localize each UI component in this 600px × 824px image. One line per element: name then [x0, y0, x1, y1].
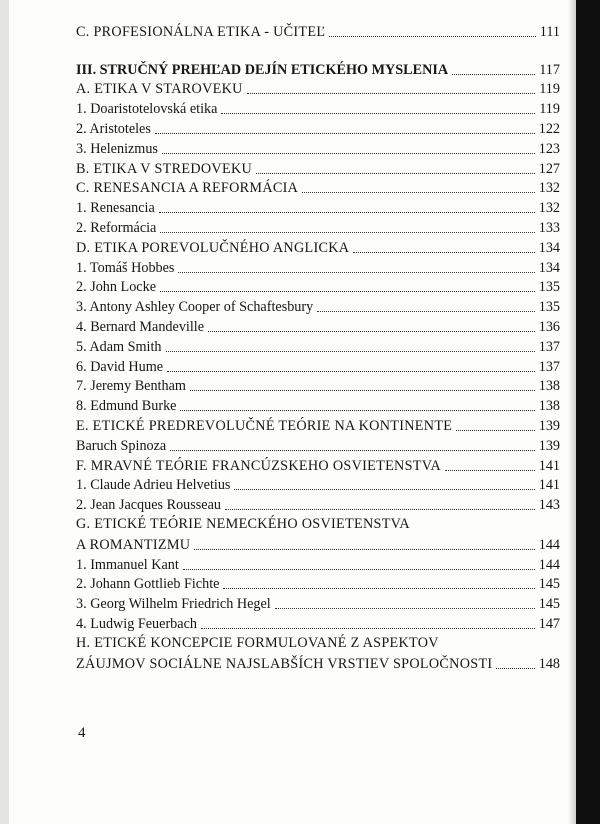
toc-entry: [76, 337, 560, 357]
toc-entry: [76, 594, 560, 614]
toc-entry: [76, 357, 560, 377]
toc-entry-page: 119: [539, 101, 560, 118]
dot-leader: [190, 390, 535, 391]
toc-entry-title: 6. David Hume: [76, 358, 164, 375]
page-number: 4: [78, 725, 86, 741]
toc-entry-title: 5. Adam Smith: [76, 338, 162, 355]
toc-entry-title: 2. Aristoteles: [76, 120, 151, 137]
dot-leader: [247, 93, 536, 94]
toc-entry: [76, 317, 560, 337]
toc-part-heading: [76, 60, 560, 80]
toc-entry-title: F. MRAVNÉ TEÓRIE FRANCÚZSKEHO OSVIETENSTVA: [76, 457, 441, 474]
toc-entry-title: E. ETICKÉ PREDREVOLUČNÉ TEÓRIE NA KONTINENTE: [76, 417, 453, 434]
toc-entry: [76, 495, 560, 515]
toc-entry-page: 111: [539, 23, 560, 40]
toc-section-g-line2: A ROMANTIZMU: [76, 536, 191, 553]
toc-entry-page: 144: [538, 556, 560, 573]
toc-entry-page: 123: [538, 140, 560, 157]
toc-entry-page: 133: [538, 219, 560, 236]
dot-leader: [160, 291, 535, 292]
dot-leader: [208, 331, 535, 332]
toc-entry-page: 134: [538, 259, 560, 276]
toc-entry-title: 4. Bernard Mandeville: [76, 318, 205, 335]
toc-section-g-page: 144: [538, 536, 560, 553]
toc-entry-title: 1. Renesancia: [76, 200, 155, 217]
toc-entry-title: 3. Georg Wilhelm Friedrich Hegel: [76, 596, 271, 613]
dot-leader: [221, 113, 535, 114]
toc-entry: [76, 396, 560, 416]
dot-leader: [180, 410, 534, 411]
page-left-edge: [0, 0, 9, 824]
dot-leader: [223, 588, 534, 589]
toc-section-h-line1: H. ETICKÉ KONCEPCIE FORMULOVANÉ Z ASPEKTOV: [76, 634, 439, 651]
toc-entry-page: 136: [538, 318, 560, 335]
toc-entry-title: 1. Claude Adrieu Helvetius: [76, 477, 231, 494]
toc-entry-page: 122: [538, 120, 560, 137]
toc-entry-page: 139: [538, 417, 560, 434]
toc-entry: [76, 555, 560, 575]
toc-entry: [76, 278, 560, 298]
dot-leader: [166, 351, 535, 352]
toc-entry-title: 8. Edmund Burke: [76, 398, 177, 415]
toc-entry-title: 2. Reformácia: [76, 219, 157, 236]
toc-entries-list: [76, 80, 560, 516]
toc-entry-title: 7. Jeremy Bentham: [76, 378, 186, 395]
toc-entry: [76, 436, 560, 456]
dot-leader: [445, 470, 535, 471]
toc-entry-page: 147: [538, 615, 560, 632]
dot-leader: [162, 153, 535, 154]
toc-entry-page: 143: [538, 497, 560, 514]
dot-leader: [167, 371, 535, 372]
toc-entry: [76, 99, 560, 119]
toc-entry: [76, 476, 560, 496]
dot-leader: [170, 450, 534, 451]
dot-leader: [329, 36, 535, 37]
toc-entry-title: C. PROFESIONÁLNA ETIKA - UČITEĽ: [76, 23, 326, 40]
toc-part-page: 117: [539, 61, 560, 78]
dot-leader: [178, 272, 534, 273]
dot-leader: [159, 212, 535, 213]
toc-entry-page: 138: [538, 378, 560, 395]
toc-entry: [76, 198, 560, 218]
toc-entry-page: 141: [538, 457, 560, 474]
toc-entry: [76, 377, 560, 397]
toc-entry-professional-ethics: [76, 22, 560, 42]
toc-entry: [76, 575, 560, 595]
dot-leader: [496, 668, 534, 669]
table-of-contents: [76, 22, 560, 674]
toc-entry: [76, 119, 560, 139]
toc-entry-title: A. ETIKA V STAROVEKU: [76, 81, 243, 98]
toc-entry-title: 1. Tomáš Hobbes: [76, 259, 175, 276]
toc-entry: [76, 80, 560, 100]
toc-entry: [76, 139, 560, 159]
toc-entry: [76, 297, 560, 317]
dot-leader: [160, 232, 534, 233]
toc-section-h-line2: ZÁUJMOV SOCIÁLNE NAJSLABŠÍCH VRSTIEV SPOLOČNOSTI: [76, 655, 493, 672]
toc-entry-title: 2. Jean Jacques Rousseau: [76, 497, 221, 514]
toc-section-g: [76, 535, 560, 555]
toc-entry-title: D. ETIKA POREVOLUČNÉHO ANGLICKA: [76, 239, 350, 256]
toc-entry: [76, 258, 560, 278]
dot-leader: [452, 74, 535, 75]
toc-entry-page: 135: [538, 299, 560, 316]
toc-entry: [76, 179, 560, 199]
toc-entry-page: 137: [538, 358, 560, 375]
spacer: [76, 42, 560, 60]
toc-entry: [76, 238, 560, 258]
toc-entry-title: Baruch Spinoza: [76, 437, 167, 454]
toc-entry-title: 2. Johann Gottlieb Fichte: [76, 576, 220, 593]
dot-leader: [317, 311, 535, 312]
dot-leader: [225, 509, 535, 510]
toc-entry-page: 145: [538, 576, 560, 593]
toc-entry-title: 1. Doaristotelovská etika: [76, 101, 218, 118]
toc-section-h-page: 148: [538, 655, 560, 672]
dot-leader: [302, 192, 534, 193]
toc-entries-g-list: [76, 555, 560, 634]
toc-entry-title: 3. Helenizmus: [76, 140, 158, 157]
toc-entry-title: B. ETIKA V STREDOVEKU: [76, 160, 253, 177]
dot-leader: [234, 489, 534, 490]
toc-entry: [76, 456, 560, 476]
toc-section-g-line1: G. ETICKÉ TEÓRIE NEMECKÉHO OSVIETENSTVA: [76, 516, 410, 533]
toc-entry-page: 134: [538, 239, 560, 256]
page-right-shadow: [568, 0, 576, 824]
dot-leader: [201, 628, 535, 629]
dot-leader: [155, 133, 535, 134]
toc-entry-page: 139: [538, 437, 560, 454]
toc-part-title: III. STRUČNÝ PREHĽAD DEJÍN ETICKÉHO MYSLENIA: [76, 61, 449, 78]
toc-entry-page: 132: [538, 180, 560, 197]
dot-leader: [275, 608, 535, 609]
toc-entry-page: 137: [538, 338, 560, 355]
toc-section-h: [76, 654, 560, 674]
toc-entry: [76, 614, 560, 634]
toc-entry-page: 132: [538, 200, 560, 217]
dot-leader: [183, 569, 535, 570]
toc-entry-page: 141: [538, 477, 560, 494]
toc-entry-title: C. RENESANCIA A REFORMÁCIA: [76, 180, 299, 197]
toc-entry-title: 2. John Locke: [76, 279, 156, 296]
toc-entry-page: 138: [538, 398, 560, 415]
toc-entry-page: 135: [538, 279, 560, 296]
toc-entry-title: 3. Antony Ashley Cooper of Schaftesbury: [76, 299, 314, 316]
dot-leader: [353, 252, 534, 253]
toc-entry: [76, 416, 560, 436]
toc-entry: [76, 218, 560, 238]
dot-leader: [256, 173, 535, 174]
dot-leader: [456, 430, 534, 431]
toc-entry-page: 145: [538, 596, 560, 613]
toc-entry-page: 127: [538, 160, 560, 177]
toc-entry-title: 4. Ludwig Feuerbach: [76, 615, 197, 632]
toc-entry: [76, 159, 560, 179]
toc-entry-title: 1. Immanuel Kant: [76, 556, 179, 573]
dot-leader: [194, 549, 534, 550]
toc-entry-page: 119: [539, 81, 560, 98]
page-right-edge: [576, 0, 600, 824]
